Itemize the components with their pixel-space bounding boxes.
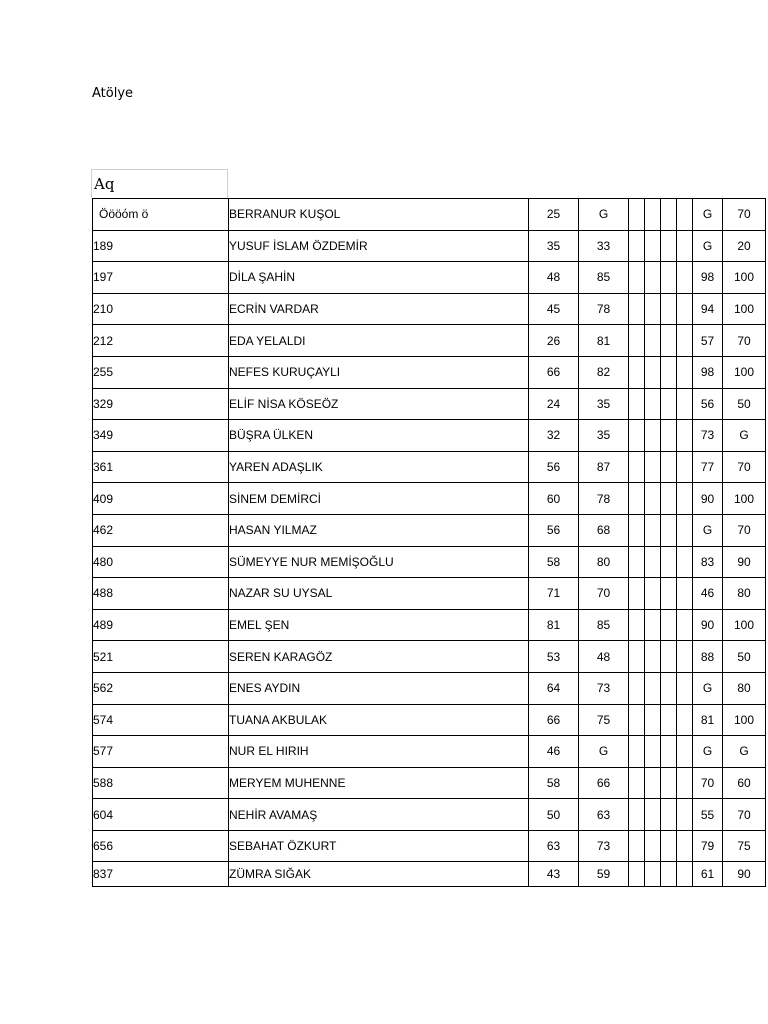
score-1-cell: 25: [529, 199, 579, 231]
blank-cell: [629, 230, 645, 262]
score-3-cell: 88: [693, 641, 723, 673]
score-2-cell: G: [579, 736, 629, 768]
student-name-cell: SÜMEYYE NUR MEMİŞOĞLU: [229, 546, 529, 578]
score-2-cell: 81: [579, 325, 629, 357]
blank-cell: [677, 388, 693, 420]
score-3-cell: 98: [693, 356, 723, 388]
blank-cell: [677, 293, 693, 325]
score-4-cell: 90: [723, 546, 766, 578]
table-row: [93, 262, 766, 294]
student-id-cell: 462: [93, 514, 229, 546]
blank-cell: [645, 483, 661, 515]
score-3-cell: G: [693, 230, 723, 262]
table-row: [93, 672, 766, 704]
score-2-cell: 63: [579, 799, 629, 831]
score-2-cell: 80: [579, 546, 629, 578]
score-2-cell: 33: [579, 230, 629, 262]
table-row: [93, 862, 766, 887]
student-id-cell: 349: [93, 420, 229, 452]
blank-cell: [661, 578, 677, 610]
blank-cell: [661, 483, 677, 515]
blank-cell: [645, 514, 661, 546]
score-1-cell: 66: [529, 704, 579, 736]
blank-cell: [661, 514, 677, 546]
student-name-cell: ECRİN VARDAR: [229, 293, 529, 325]
blank-cell: [645, 451, 661, 483]
blank-cell: [677, 767, 693, 799]
blank-cell: [677, 262, 693, 294]
blank-cell: [645, 609, 661, 641]
score-3-cell: 98: [693, 262, 723, 294]
student-name-cell: MERYEM MUHENNE: [229, 767, 529, 799]
score-4-cell: 80: [723, 672, 766, 704]
blank-cell: [645, 767, 661, 799]
blank-cell: [645, 736, 661, 768]
score-1-cell: 56: [529, 514, 579, 546]
blank-cell: [677, 356, 693, 388]
score-1-cell: 48: [529, 262, 579, 294]
score-3-cell: G: [693, 672, 723, 704]
score-1-cell: 35: [529, 230, 579, 262]
student-name-cell: BERRANUR KUŞOL: [229, 199, 529, 231]
blank-cell: [661, 672, 677, 704]
score-2-cell: 73: [579, 672, 629, 704]
score-3-cell: 56: [693, 388, 723, 420]
blank-cell: [677, 325, 693, 357]
score-1-cell: 46: [529, 736, 579, 768]
blank-cell: [645, 388, 661, 420]
table-row: [93, 483, 766, 515]
blank-cell: [645, 420, 661, 452]
blank-cell: [645, 262, 661, 294]
table-row: [93, 356, 766, 388]
student-id-cell: 210: [93, 293, 229, 325]
table-row: [93, 578, 766, 610]
blank-cell: [629, 514, 645, 546]
table-row: [93, 230, 766, 262]
table-body: [93, 199, 766, 887]
student-name-cell: SİNEM DEMİRCİ: [229, 483, 529, 515]
score-3-cell: G: [693, 199, 723, 231]
student-id-cell: 588: [93, 767, 229, 799]
score-2-cell: G: [579, 199, 629, 231]
score-4-cell: 100: [723, 609, 766, 641]
blank-cell: [645, 830, 661, 862]
student-name-cell: SEREN KARAGÖZ: [229, 641, 529, 673]
score-4-cell: 50: [723, 388, 766, 420]
student-name-cell: SEBAHAT ÖZKURT: [229, 830, 529, 862]
student-name-cell: NEHİR AVAMAŞ: [229, 799, 529, 831]
score-1-cell: 26: [529, 325, 579, 357]
student-id-cell: 361: [93, 451, 229, 483]
blank-cell: [661, 704, 677, 736]
blank-cell: [661, 420, 677, 452]
score-3-cell: 73: [693, 420, 723, 452]
blank-cell: [661, 767, 677, 799]
blank-cell: [629, 546, 645, 578]
blank-cell: [629, 325, 645, 357]
blank-cell: [629, 293, 645, 325]
student-id-cell: 488: [93, 578, 229, 610]
blank-cell: [677, 199, 693, 231]
table-row: [93, 325, 766, 357]
score-1-cell: 32: [529, 420, 579, 452]
blank-cell: [677, 609, 693, 641]
score-2-cell: 70: [579, 578, 629, 610]
student-name-cell: BÜŞRA ÜLKEN: [229, 420, 529, 452]
student-id-cell: 577: [93, 736, 229, 768]
student-name-cell: TUANA AKBULAK: [229, 704, 529, 736]
student-id-cell: 189: [93, 230, 229, 262]
score-1-cell: 50: [529, 799, 579, 831]
student-name-cell: YAREN ADAŞLIK: [229, 451, 529, 483]
student-id-cell: 409: [93, 483, 229, 515]
score-1-cell: 56: [529, 451, 579, 483]
blank-cell: [645, 578, 661, 610]
blank-cell: [629, 262, 645, 294]
student-name-cell: DİLA ŞAHİN: [229, 262, 529, 294]
score-3-cell: 61: [693, 862, 723, 887]
blank-cell: [661, 451, 677, 483]
blank-cell: [629, 483, 645, 515]
blank-cell: [645, 546, 661, 578]
table-row: [93, 830, 766, 862]
table-row: [93, 609, 766, 641]
score-4-cell: 100: [723, 356, 766, 388]
student-name-cell: ENES AYDIN: [229, 672, 529, 704]
score-3-cell: 77: [693, 451, 723, 483]
score-4-cell: 70: [723, 514, 766, 546]
blank-cell: [677, 230, 693, 262]
blank-cell: [645, 672, 661, 704]
score-4-cell: 70: [723, 199, 766, 231]
blank-cell: [661, 325, 677, 357]
score-2-cell: 85: [579, 262, 629, 294]
blank-cell: [677, 451, 693, 483]
score-4-cell: 100: [723, 483, 766, 515]
blank-cell: [645, 293, 661, 325]
score-4-cell: 90: [723, 862, 766, 887]
blank-cell: [661, 262, 677, 294]
blank-cell: [645, 704, 661, 736]
student-name-cell: HASAN YILMAZ: [229, 514, 529, 546]
blank-cell: [677, 862, 693, 887]
score-2-cell: 78: [579, 483, 629, 515]
student-name-cell: ELİF NİSA KÖSEÖZ: [229, 388, 529, 420]
document-title: Atölye: [92, 86, 134, 101]
score-1-cell: 64: [529, 672, 579, 704]
blank-cell: [645, 230, 661, 262]
blank-cell: [661, 862, 677, 887]
blank-cell: [629, 609, 645, 641]
blank-cell: [661, 641, 677, 673]
blank-cell: [629, 704, 645, 736]
blank-cell: [661, 799, 677, 831]
blank-cell: [677, 830, 693, 862]
blank-cell: [629, 356, 645, 388]
table-row: [93, 514, 766, 546]
score-3-cell: 46: [693, 578, 723, 610]
blank-cell: [629, 830, 645, 862]
score-2-cell: 68: [579, 514, 629, 546]
blank-cell: [629, 862, 645, 887]
blank-cell: [645, 356, 661, 388]
student-id-cell: 521: [93, 641, 229, 673]
score-3-cell: 70: [693, 767, 723, 799]
score-4-cell: 75: [723, 830, 766, 862]
score-1-cell: 45: [529, 293, 579, 325]
blank-cell: [677, 736, 693, 768]
blank-cell: [677, 578, 693, 610]
blank-cell: [645, 862, 661, 887]
table-row: [93, 420, 766, 452]
score-4-cell: G: [723, 736, 766, 768]
blank-cell: [629, 578, 645, 610]
grades-table: [92, 198, 766, 887]
score-2-cell: 48: [579, 641, 629, 673]
blank-cell: [677, 546, 693, 578]
score-1-cell: 53: [529, 641, 579, 673]
score-4-cell: 20: [723, 230, 766, 262]
student-id-cell: 489: [93, 609, 229, 641]
score-4-cell: 50: [723, 641, 766, 673]
student-name-cell: NUR EL HIRIH: [229, 736, 529, 768]
student-id-cell: 197: [93, 262, 229, 294]
blank-cell: [629, 451, 645, 483]
score-4-cell: 70: [723, 451, 766, 483]
score-2-cell: 35: [579, 420, 629, 452]
student-name-cell: NEFES KURUÇAYLI: [229, 356, 529, 388]
score-1-cell: 81: [529, 609, 579, 641]
score-2-cell: 85: [579, 609, 629, 641]
blank-cell: [645, 799, 661, 831]
student-id-cell: Öööόm ö: [93, 199, 229, 231]
score-1-cell: 43: [529, 862, 579, 887]
table-row: [93, 641, 766, 673]
score-4-cell: G: [723, 420, 766, 452]
table-row: [93, 388, 766, 420]
score-1-cell: 58: [529, 546, 579, 578]
score-4-cell: 80: [723, 578, 766, 610]
score-2-cell: 87: [579, 451, 629, 483]
blank-cell: [677, 641, 693, 673]
score-2-cell: 35: [579, 388, 629, 420]
blank-cell: [629, 641, 645, 673]
blank-cell: [629, 672, 645, 704]
student-name-cell: ZÜMRA SIĞAK: [229, 862, 529, 887]
table-row: [93, 736, 766, 768]
student-id-cell: 480: [93, 546, 229, 578]
score-2-cell: 82: [579, 356, 629, 388]
blank-cell: [677, 799, 693, 831]
score-3-cell: G: [693, 514, 723, 546]
score-3-cell: 83: [693, 546, 723, 578]
blank-cell: [677, 483, 693, 515]
blank-cell: [645, 641, 661, 673]
student-id-cell: 574: [93, 704, 229, 736]
score-1-cell: 24: [529, 388, 579, 420]
blank-cell: [661, 546, 677, 578]
blank-cell: [661, 356, 677, 388]
student-id-cell: 837: [93, 862, 229, 887]
score-3-cell: 79: [693, 830, 723, 862]
blank-cell: [661, 293, 677, 325]
blank-cell: [661, 388, 677, 420]
score-2-cell: 59: [579, 862, 629, 887]
table-row: [93, 293, 766, 325]
blank-cell: [661, 736, 677, 768]
header-cell: Aq: [91, 169, 228, 198]
student-id-cell: 329: [93, 388, 229, 420]
blank-cell: [629, 799, 645, 831]
table-row: [93, 199, 766, 231]
student-id-cell: 604: [93, 799, 229, 831]
table-row: [93, 546, 766, 578]
table-row: [93, 451, 766, 483]
student-name-cell: YUSUF İSLAM ÖZDEMİR: [229, 230, 529, 262]
score-4-cell: 100: [723, 262, 766, 294]
score-4-cell: 100: [723, 293, 766, 325]
blank-cell: [629, 388, 645, 420]
score-2-cell: 75: [579, 704, 629, 736]
student-name-cell: EDA YELALDI: [229, 325, 529, 357]
student-id-cell: 656: [93, 830, 229, 862]
score-3-cell: 81: [693, 704, 723, 736]
score-3-cell: 90: [693, 609, 723, 641]
blank-cell: [629, 420, 645, 452]
blank-cell: [645, 325, 661, 357]
score-3-cell: 55: [693, 799, 723, 831]
student-id-cell: 562: [93, 672, 229, 704]
student-name-cell: NAZAR SU UYSAL: [229, 578, 529, 610]
student-name-cell: EMEL ŞEN: [229, 609, 529, 641]
blank-cell: [661, 609, 677, 641]
blank-cell: [661, 199, 677, 231]
score-4-cell: 60: [723, 767, 766, 799]
score-2-cell: 73: [579, 830, 629, 862]
table-row: [93, 767, 766, 799]
table-row: [93, 799, 766, 831]
score-3-cell: 94: [693, 293, 723, 325]
score-1-cell: 60: [529, 483, 579, 515]
blank-cell: [629, 736, 645, 768]
score-4-cell: 70: [723, 799, 766, 831]
blank-cell: [677, 672, 693, 704]
score-4-cell: 70: [723, 325, 766, 357]
student-id-cell: 212: [93, 325, 229, 357]
blank-cell: [645, 199, 661, 231]
score-1-cell: 63: [529, 830, 579, 862]
blank-cell: [677, 514, 693, 546]
score-1-cell: 66: [529, 356, 579, 388]
blank-cell: [677, 420, 693, 452]
score-4-cell: 100: [723, 704, 766, 736]
blank-cell: [677, 704, 693, 736]
score-3-cell: 57: [693, 325, 723, 357]
blank-cell: [661, 230, 677, 262]
blank-cell: [661, 830, 677, 862]
blank-cell: [629, 767, 645, 799]
table-row: [93, 704, 766, 736]
score-2-cell: 78: [579, 293, 629, 325]
score-1-cell: 58: [529, 767, 579, 799]
blank-cell: [629, 199, 645, 231]
score-3-cell: 90: [693, 483, 723, 515]
score-3-cell: G: [693, 736, 723, 768]
score-2-cell: 66: [579, 767, 629, 799]
student-id-cell: 255: [93, 356, 229, 388]
score-1-cell: 71: [529, 578, 579, 610]
